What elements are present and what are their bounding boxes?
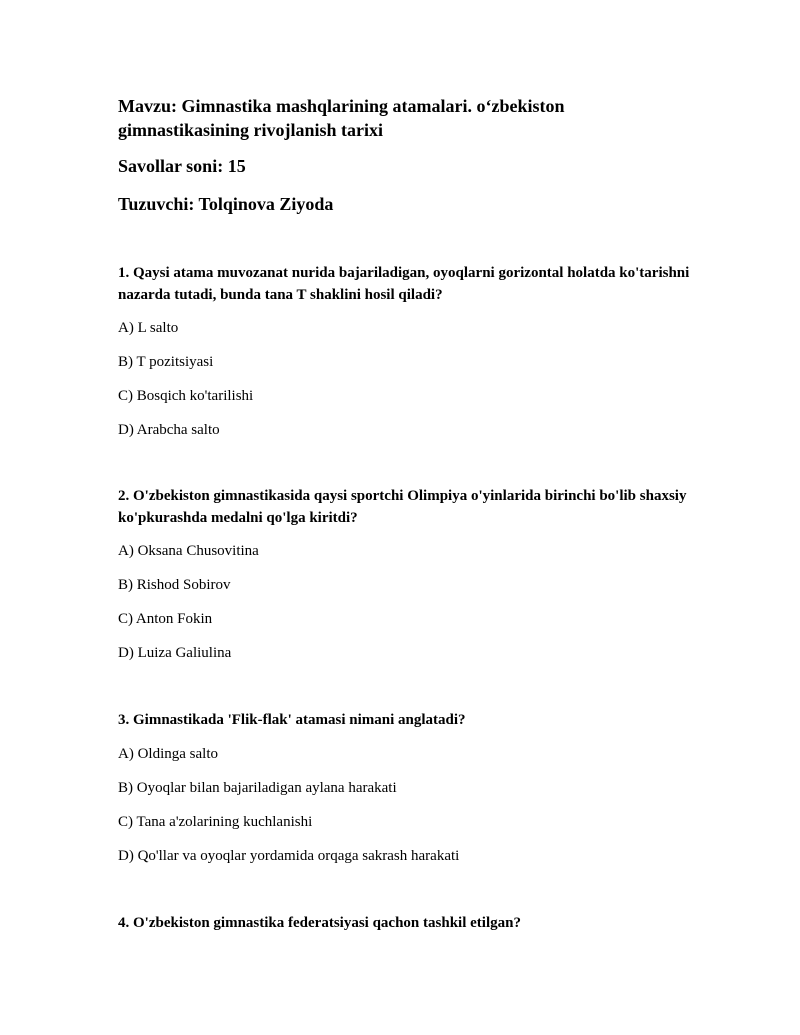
question-3	[118, 709, 698, 869]
answer-option-c: C) Bosqich ko'tarilishi	[118, 388, 254, 404]
question-count: Savollar soni: 15	[118, 156, 246, 176]
question-text: 3. Gimnastikada 'Flik-flak' atamasi nimani anglatadi?	[118, 712, 466, 728]
answer-option-a: A) L salto	[118, 320, 179, 336]
answer-option-a: A) Oksana Chusovitina	[118, 543, 259, 559]
author-line: Tuzuvchi: Tolqinova Ziyoda	[118, 194, 334, 214]
question-1	[118, 262, 698, 442]
answer-option-d: D) Qo'llar va oyoqlar yordamida orqaga sakrash harakati	[118, 848, 460, 864]
question-text: 1. Qaysi atama muvozanat nurida bajariladigan, oyoqlarni gorizontal holatda ko'tarishni nazarda tutadi, bunda tana T shaklini hosil qiladi?	[118, 265, 690, 303]
answer-option-d: D) Luiza Galiulina	[118, 645, 232, 661]
question-text: 2. O'zbekiston gimnastikasida qaysi sportchi Olimpiya o'yinlarida birinchi bo'lib shaxsiy ko'pkurashda medalni qo'lga kiritdi?	[118, 488, 687, 526]
answer-option-a: A) Oldinga salto	[118, 746, 218, 762]
question-2	[118, 485, 698, 665]
question-text: 4. O'zbekiston gimnastika federatsiyasi qachon tashkil etilgan?	[118, 915, 521, 931]
answer-option-b: B) Oyoqlar bilan bajariladigan aylana harakati	[118, 780, 397, 796]
answer-option-b: B) Rishod Sobirov	[118, 577, 231, 593]
question-4	[118, 912, 698, 942]
answer-option-b: B) T pozitsiyasi	[118, 354, 214, 370]
answer-option-d: D) Arabcha salto	[118, 422, 220, 438]
answer-option-c: C) Anton Fokin	[118, 611, 213, 627]
document-title: Mavzu: Gimnastika mashqlarining atamalari. o‘zbekiston gimnastikasining rivojlanish tarixi	[118, 96, 565, 140]
answer-option-c: C) Tana a'zolarining kuchlanishi	[118, 814, 313, 830]
